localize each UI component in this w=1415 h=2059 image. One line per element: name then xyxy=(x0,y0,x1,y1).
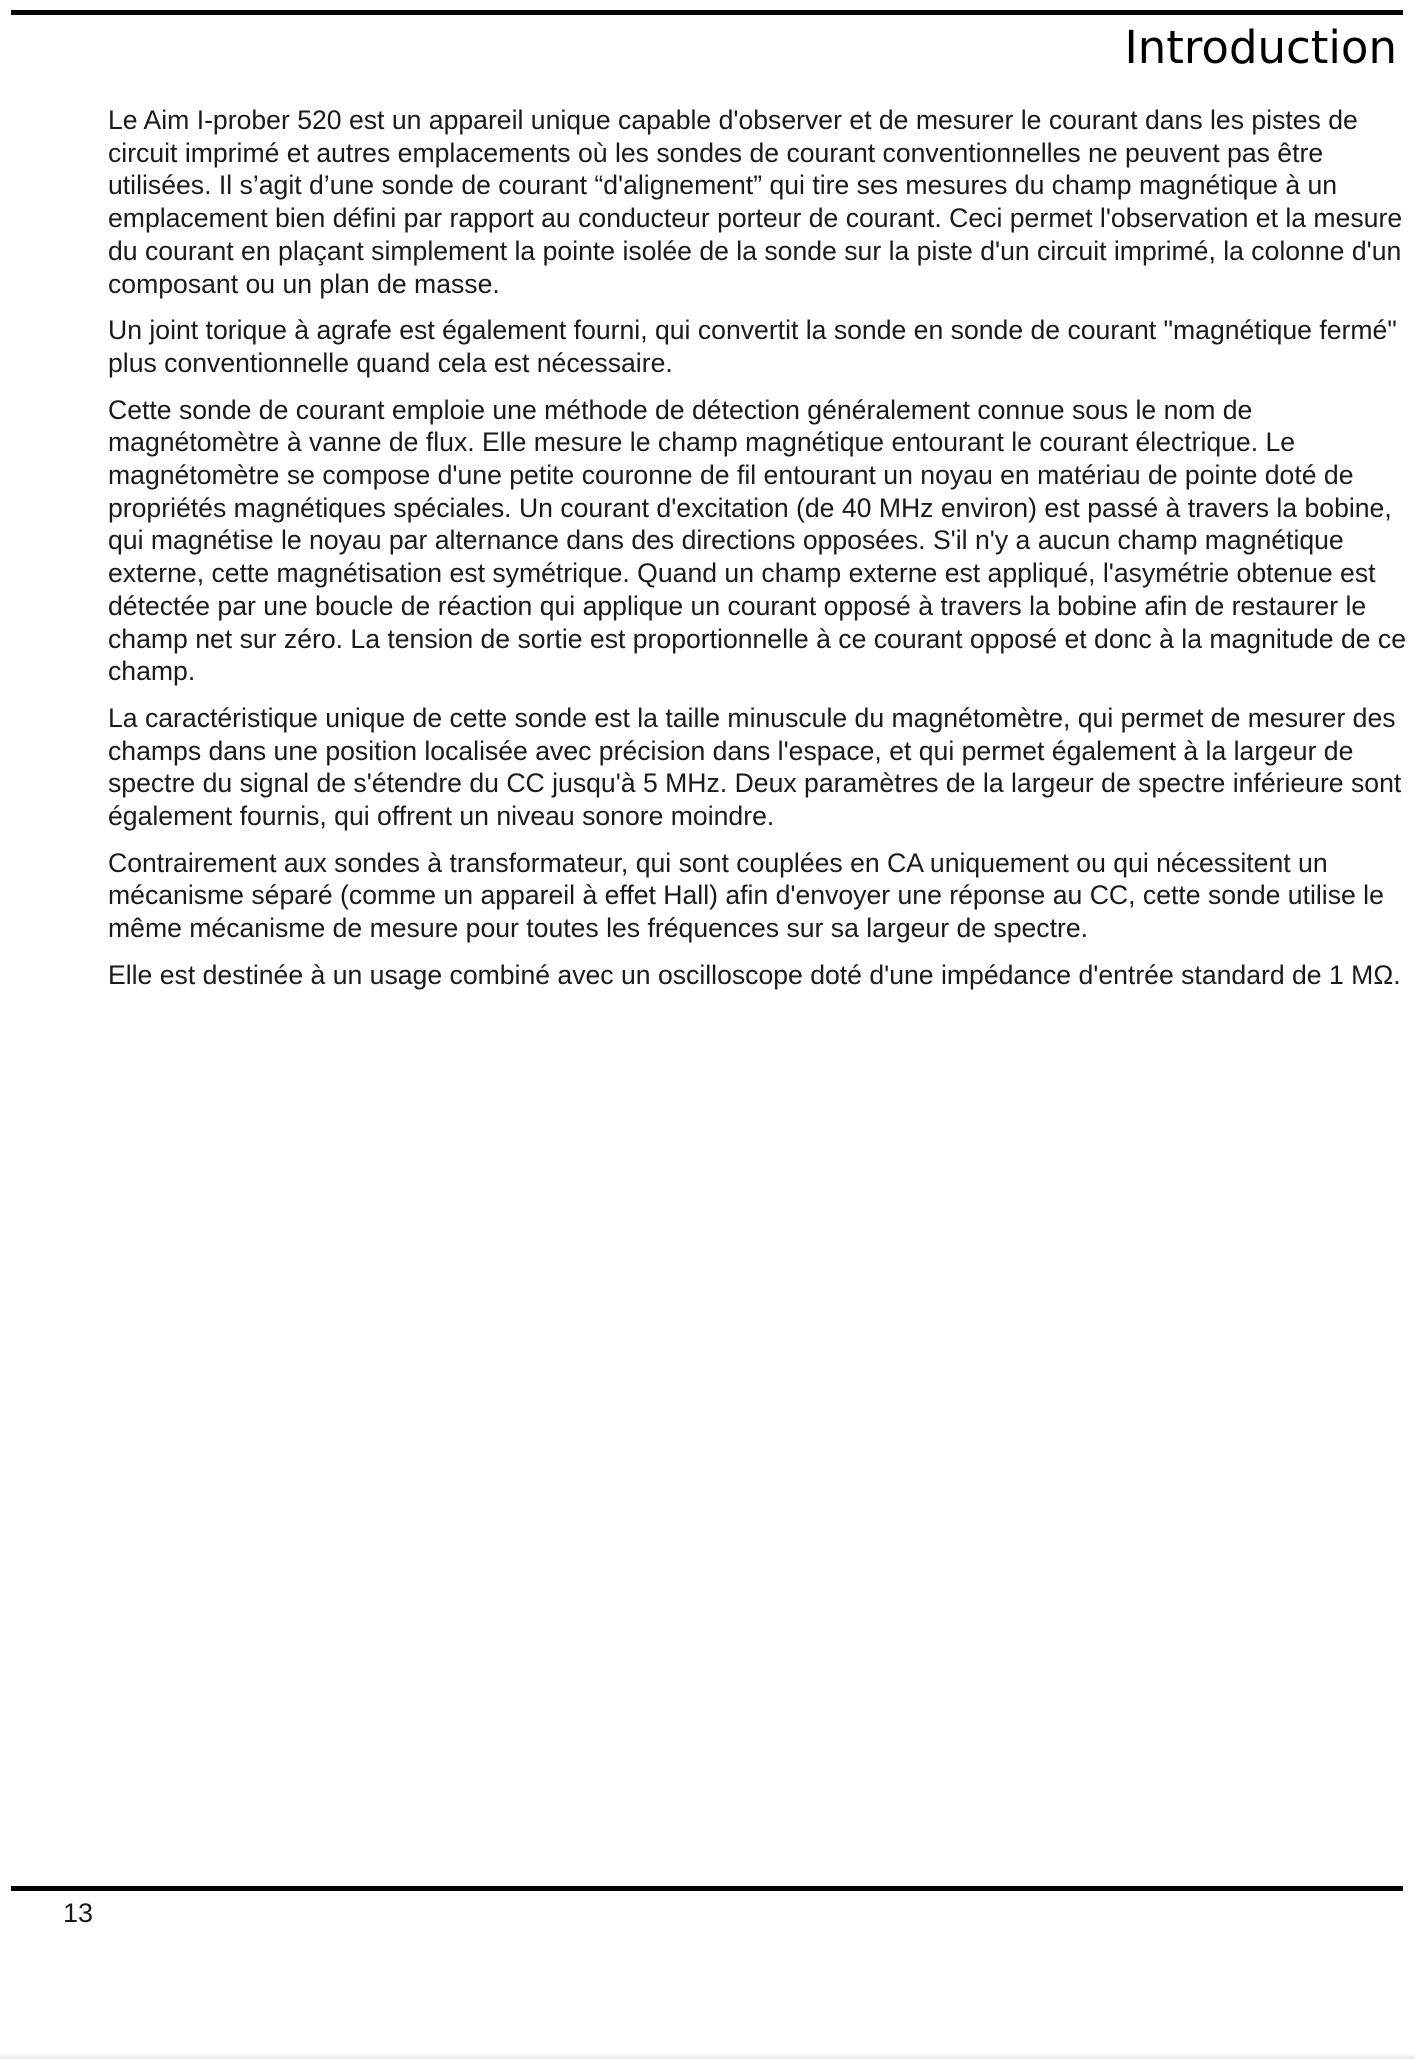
header-rule xyxy=(11,10,1403,15)
paragraph: La caractéristique unique de cette sonde est la taille minuscule du magnétomètre, qui permet de mesurer des champs dans une position localisée avec précision dans l'espace, et qui permet également à la largeur de spectre du signal de s'étendre du CC jusqu'à 5 MHz. Deux paramètres de la largeur de spectre inférieure sont également fournis, qui offrent un niveau sonore moindre. xyxy=(108,702,1402,832)
paragraph: Le Aim I-prober 520 est un appareil unique capable d'observer et de mesurer le courant dans les pistes de circuit imprimé et autres emplacements où les sondes de courant conventionnelles ne peuvent pas être utilisées. Il s’agit d’une sonde de courant “d'alignement” qui tire ses mesures du champ magnétique à un emplacement bien défini par rapport au conducteur porteur de courant. Ceci permet l'observation et la mesure du courant en plaçant simplement la pointe isolée de la sonde sur la piste d'un circuit imprimé, la colonne d'un composant ou un plan de masse. xyxy=(108,105,1403,299)
paragraph: Cette sonde de courant emploie une méthode de détection généralement connue sous le nom de magnétomètre à vanne de flux. Elle mesure le champ magnétique entourant le courant électrique. Le magnétomètre se compose d'une petite couronne de fil entourant un noyau en matériau de pointe doté de propriétés magnétiques spéciales. Un courant d'excitation (de 40 MHz environ) est passé à travers la bobine, qui magnétise le noyau par alternance dans des directions opposées. S'il n'y a aucun champ magnétique externe, cette magnétisation est symétrique. Quand un champ externe est appliqué, l'asymétrie obtenue est détectée par une boucle de réaction qui applique un courant opposé à travers la bobine afin de restaurer le champ net sur zéro. La tension de sortie est proportionnelle à ce courant opposé et donc à la magnitude de ce champ. xyxy=(108,394,1407,687)
scan-edge xyxy=(0,2053,1415,2059)
paragraph: Contrairement aux sondes à transformateur, qui sont couplées en CA uniquement ou qui nécessitent un mécanisme séparé (comme un appareil à effet Hall) afin d'envoyer une réponse au CC, cette sonde utilise le même mécanisme de mesure pour toutes les fréquences sur sa largeur de spectre. xyxy=(108,847,1384,944)
paragraph: Elle est destinée à un usage combiné avec un oscilloscope doté d'une impédance d'entrée standard de 1 MΩ. xyxy=(108,959,1401,990)
page-number: 13 xyxy=(63,1898,94,1928)
body-text xyxy=(108,104,1408,1006)
footer-rule xyxy=(11,1886,1403,1891)
paragraph: Un joint torique à agrafe est également fourni, qui convertit la sonde en sonde de courant "magnétique fermé" plus conventionnelle quand cela est nécessaire. xyxy=(108,315,1397,378)
section-title: Introduction xyxy=(1124,21,1397,74)
